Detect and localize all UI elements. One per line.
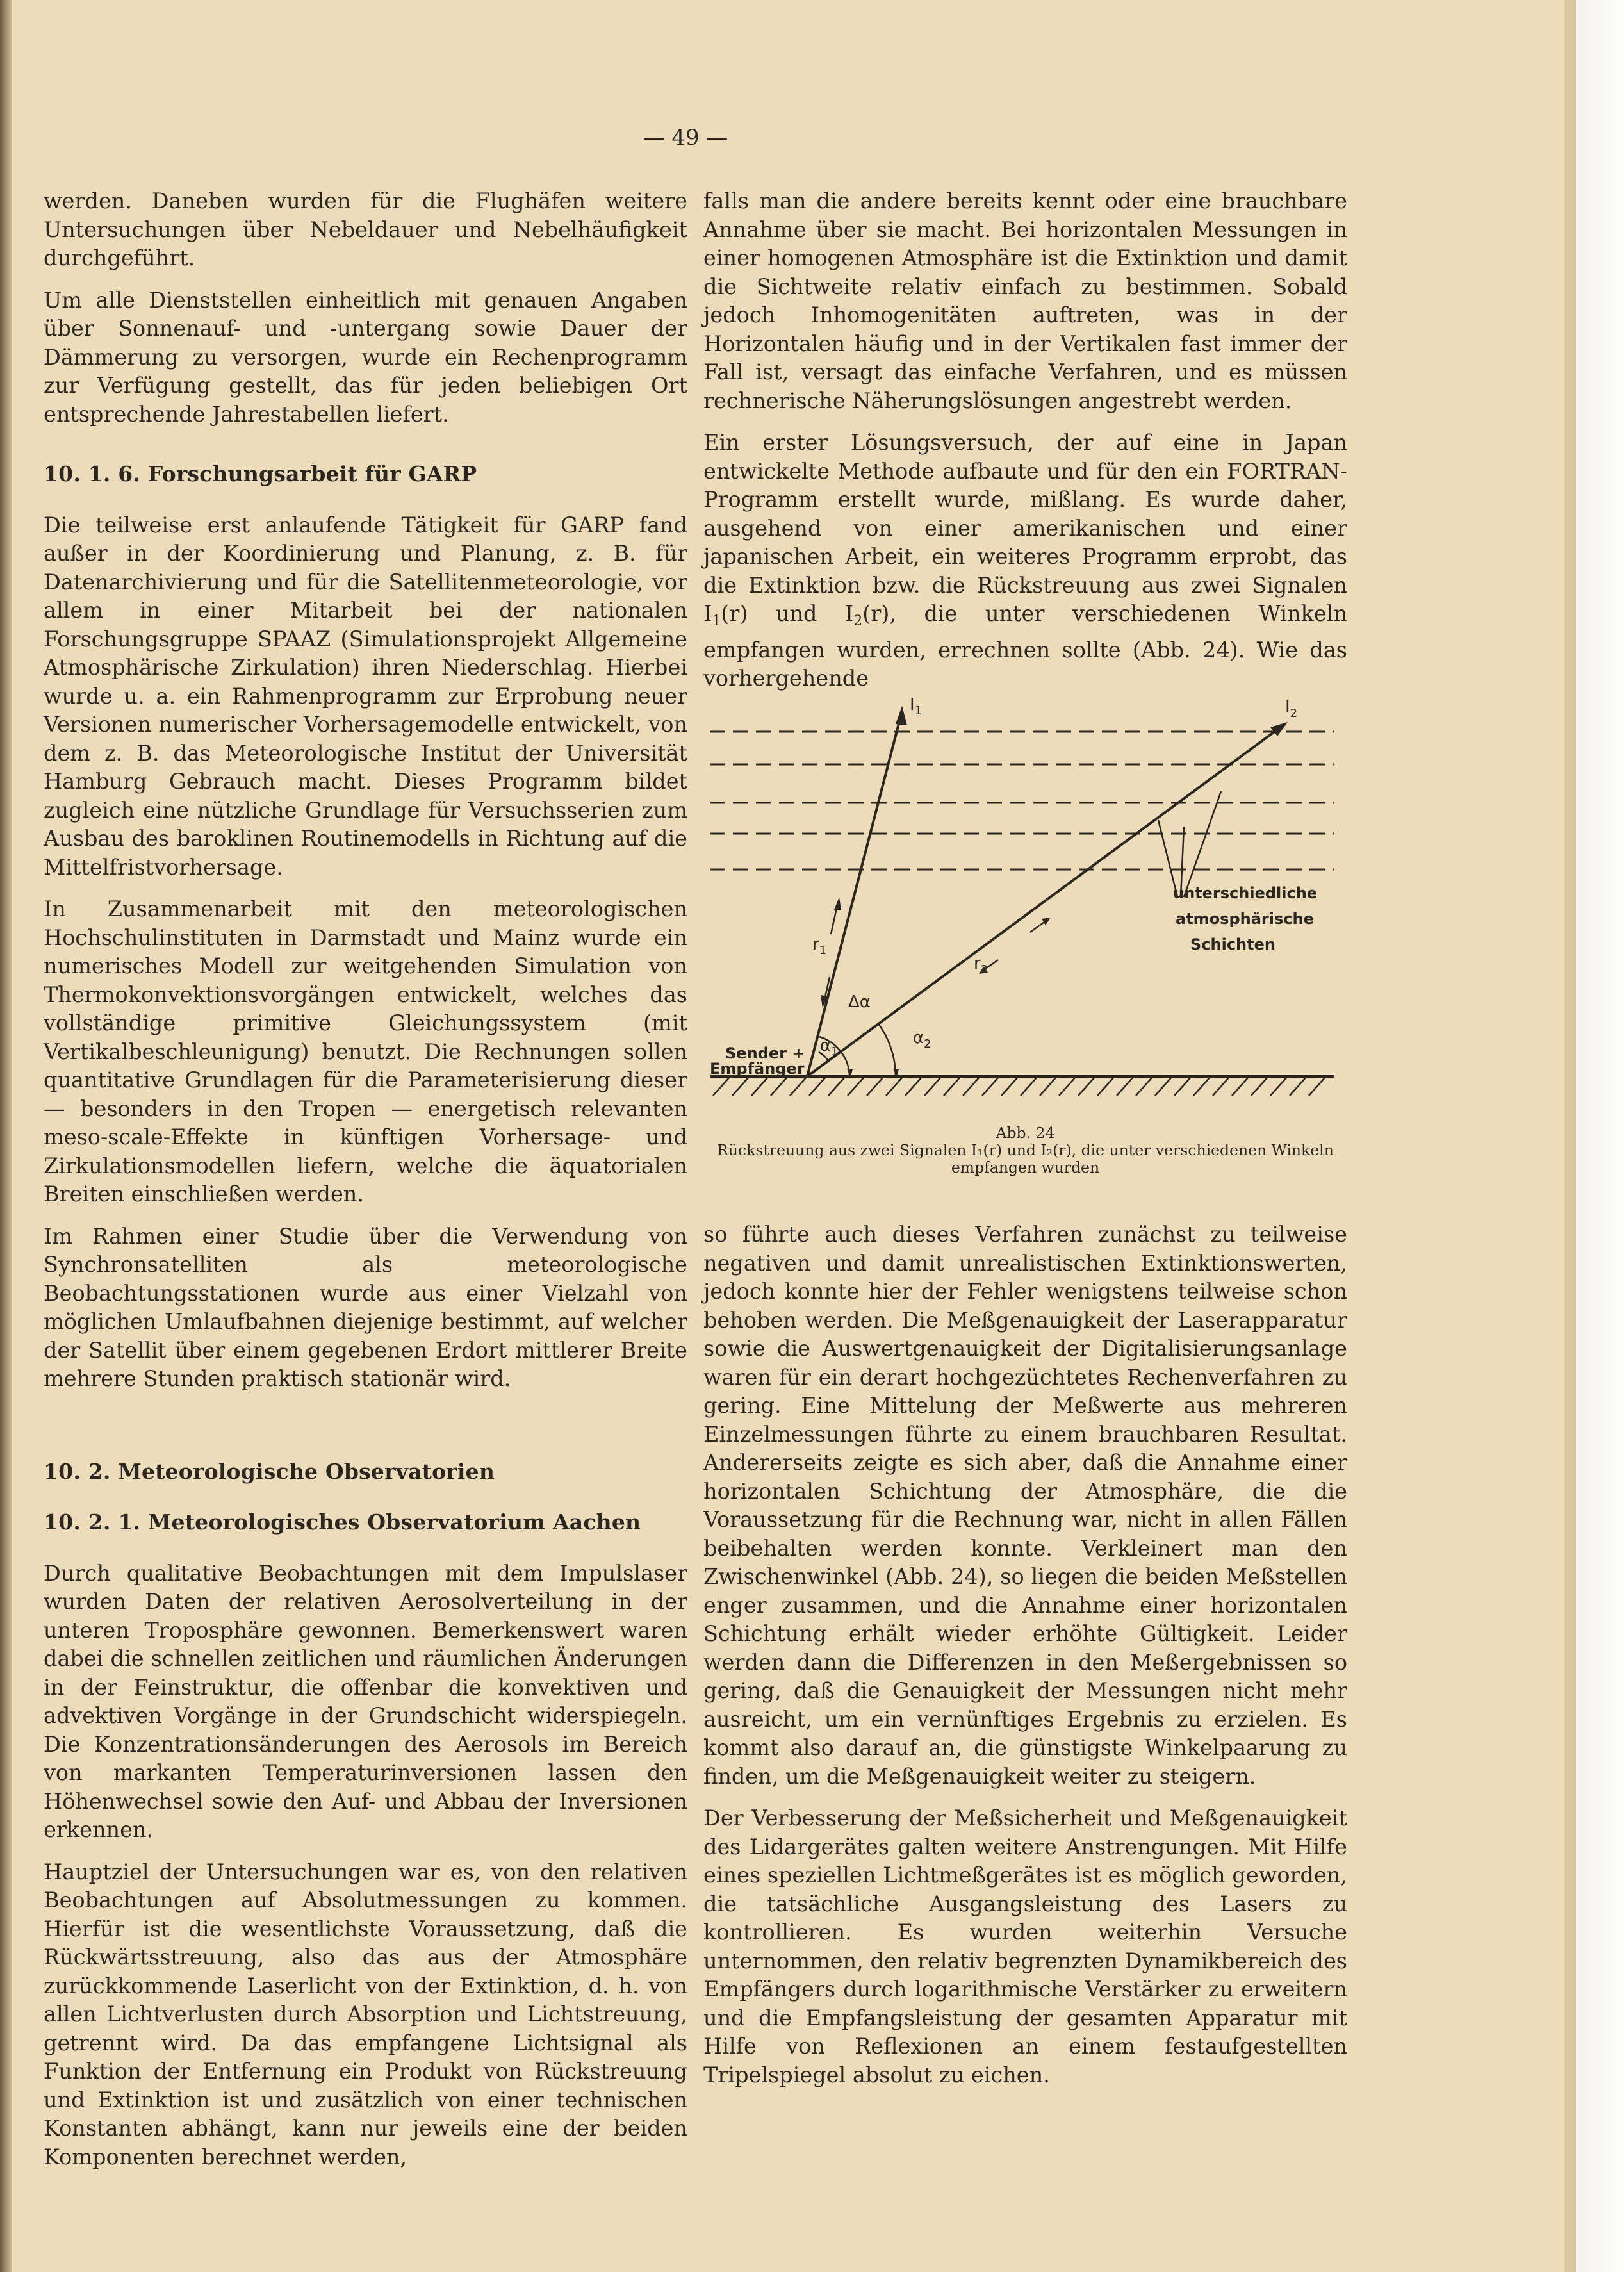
caption-title: Abb. 24	[996, 1124, 1055, 1142]
atmospheric-layer-lines	[710, 732, 1334, 869]
figure-abb-24	[703, 679, 1347, 1102]
caption-text: Rückstreuung aus zwei Signalen I₁(r) und I₂(r), die unter verschiedenen Winkeln empfangen wurden	[717, 1141, 1334, 1176]
label-alpha1: $\alpha_1$	[820, 1036, 839, 1058]
left-column	[44, 187, 687, 2185]
subscript: 2	[853, 613, 863, 629]
paragraph: In Zusammenarbeit mit den meteorologischen Hochschulinstituten in Darmstadt und Mainz wurde ein numerisches Modell zur weitgehenden Simulation von Thermokonvektionsvorgängen entwickelt, welches das vollständige primitive Gleichungssystem (mit Vertikalbeschleunigung) benutzt. Die Rechnungen sollen quantitative Grundlagen für die Parameterisierung dieser — besonders in den Tropen — energetisch relevanten meso-scale-Effekte in künftigen Vorhersage- und Zirkulationsmodellen liefern, welche die äquatorialen Breiten einschließen werden.	[44, 896, 687, 1206]
right-column-top	[703, 187, 1347, 707]
alpha2-arc	[879, 1025, 896, 1076]
beam-i1	[807, 711, 902, 1076]
label-layers-1: unterschiedliche	[1173, 884, 1318, 902]
label-layers-2: atmosphärische	[1176, 910, 1314, 928]
paragraph	[703, 429, 1347, 693]
background-edge	[1576, 0, 1624, 2272]
label-alpha2: $\alpha_2$	[913, 1028, 931, 1051]
lidar-geometry-diagram	[703, 679, 1347, 1102]
paragraph: werden. Daneben wurden für die Flughäfen weitere Untersuchungen über Nebeldauer und Nebelhäufigkeit durchgeführt.	[44, 188, 687, 270]
section-heading: 10. 1. 6. Forschungsarbeit für GARP	[44, 461, 477, 486]
label-r1: $r_1$	[812, 935, 827, 957]
paragraph: Um alle Dienststellen einheitlich mit genauen Angaben über Sonnenauf- und -untergang sowie Dauer der Dämmerung zu versorgen, wurde ein Rechenprogramm zur Verfügung gestellt, das für jeden beliebigen Ort entsprechende Jahrestabellen liefert.	[44, 287, 687, 427]
label-r2: $r_2$	[974, 954, 988, 976]
paragraph: Der Verbesserung der Meßsicherheit und Meßgenauigkeit des Lidargerätes galten weitere Anstrengungen. Mit Hilfe eines speziellen Lichtmeßgerätes ist es möglich geworden, die tatsächliche Ausgangsleistung des Lasers zu kontrollieren. Es wurden weiterhin Versuche unternommen, den relativ begrenzten Dynamikbereich des Empfängers durch logarithmische Verstärker zu erweitern und die Empfangsleistung der gesamten Apparatur mit Hilfe von Reflexionen an einem festaufgestellten Tripelspiegel absolut zu eichen.	[703, 1806, 1347, 2087]
paragraph: so führte auch dieses Verfahren zunächst zu teilweise negativen und damit unrealistischen Extinktionswerten, jedoch konnte hier der Fehler wenigstens teilweise schon behoben werden. Die Meßgenauigkeit der Laserapparatur sowie die Auswertgenauigkeit der Digitalisierungsanlage waren für ein derart hochgezüchtetes Rechenverfahren zu gering. Eine Mittelung der Meßwerte aus mehreren Einzelmessungen führte zu einem brauchbaren Resultat. Andererseits zeigte es sich aber, daß die Annahme einer horizontalen Schichtung der Atmosphäre, die die Voraussetzung für die Rechnung war, nicht in allen Fällen beibehalten werden konnte. Verkleinert man den Zwischenwinkel (Abb. 24), so liegen die beiden Meßstellen enger zusammen, und die Annahme einer horizontalen Schichtung erhält wieder erhöhte Gültigkeit. Leider werden dann die Differenzen in den Meßergebnissen so gering, daß die Genauigkeit der Messungen nicht mehr ausreicht, um ein vernünftiges Ergebnis zu erzielen. Es kommt also darauf an, die günstigste Winkelpaarung zu finden, um die Meßgenauigkeit weiter zu steigern.	[703, 1222, 1347, 1789]
label-i1: $I_1$	[910, 695, 923, 718]
page-number: — 49 —	[643, 125, 728, 151]
r2-arrow-up	[1030, 921, 1046, 932]
label-i2: $I_2$	[1285, 698, 1298, 720]
section-heading: 10. 2. Meteorologische Observatorien	[44, 1458, 495, 1484]
figure-caption	[703, 1124, 1347, 1176]
paragraph: falls man die andere bereits kennt oder eine brauchbare Annahme über sie macht. Bei horizontalen Messungen in einer homogenen Atmosphäre ist die Extinktion und damit die Sichtweite relativ einfach zu bestimmen. Sobald jedoch Inhomogenitäten auftreten, was in der Horizontalen häufig und in der Vertikalen fast immer der Fall ist, versagt das einfache Verfahren, und es müssen rechnerische Näherungslösungen angestrebt werden.	[703, 188, 1347, 413]
paragraph-text: Ein erster Lösungsversuch, der auf eine in Japan entwickelte Methode aufbaute und für den ein FORTRAN-Programm erstellt wurde, mißlang. Es wurde daher, ausgehend von einer amerikanischen und einer japanischen Arbeit, ein weiteres Programm erprobt, das die Extinktion bzw. die Rückstreuung aus zwei Signalen I	[703, 430, 1347, 626]
subsection-heading: 10. 2. 1. Meteorologisches Observatorium Aachen	[44, 1510, 641, 1535]
ground-hatching	[713, 1078, 1325, 1096]
paragraph: Hauptziel der Untersuchungen war es, von den relativen Beobachtungen auf Absolutmessungen zu kommen. Hierfür ist die wesentlichste Voraussetzung, daß die Rückwärtsstreuung, also das aus der Atmosphäre zurückkommende Laserlicht von der Extinktion, d. h. von allen Lichtverlusten durch Absorption und Lichtstreuung, getrennt wird. Da das empfangene Lichtsignal als Funktion der Entfernung ein Produkt von Rückstreuung und Extinktion ist und zusätzlich von einer technischen Konstanten abhängt, kann nur jeweils eine der beiden Komponenten berechnet werden,	[44, 1859, 687, 2169]
subscript: 1	[712, 613, 721, 629]
layer-pointer	[1184, 791, 1221, 897]
label-sender: Sender +	[725, 1044, 805, 1062]
label-empfaenger: Empfänger	[710, 1060, 805, 1078]
paragraph-text: (r), die unter verschiedenen Winkeln empfangen wurden, errechnen sollte (Abb. 24). Wie das vorhergehende	[703, 601, 1347, 691]
beam-i1-arrowhead	[896, 706, 907, 725]
label-layers-3: Schichten	[1190, 935, 1275, 953]
paragraph-text: (r) und I	[721, 601, 854, 626]
page-binding-shadow	[0, 0, 12, 2272]
right-column-bottom	[703, 1221, 1347, 2103]
paragraph: Im Rahmen einer Studie über die Verwendung von Synchronsatelliten als meteorologische Beobachtungsstationen wurde aus einer Vielzahl von möglichen Umlaufbahnen diejenige bestimmt, auf welcher der Satellit über einem gegebenen Erdort mittlerer Breite mehrere Stunden praktisch stationär wird.	[44, 1223, 687, 1391]
label-delta-alpha: Δα	[848, 992, 871, 1012]
paragraph: Durch qualitative Beobachtungen mit dem Impulslaser wurden Daten der relativen Aerosolverteilung in der unteren Troposphäre gewonnen. Bemerkenswert waren dabei die schnellen zeitlichen und räumlichen Änderungen in der Feinstruktur, die offenbar die konvektiven und advektiven Vorgänge in der Grundschicht widerspiegeln. Die Konzentrationsänderungen des Aerosols im Bereich von markanten Temperaturinversionen lassen den Höhenwechsel sowie den Auf- und Abbau der Inversionen erkennen.	[44, 1560, 687, 1842]
paragraph: Die teilweise erst anlaufende Tätigkeit für GARP fand außer in der Koordinierung und Planung, z. B. für Datenarchivierung und für die Satellitenmeteorologie, vor allem in einer Mitarbeit bei der nationalen Forschungsgruppe SPAAZ (Simulationsprojekt Allgemeine Atmosphärische Zirkulation) ihren Niederschlag. Hierbei wurde u. a. ein Rahmenprogramm zur Erprobung neuer Versionen numerischer Vorhersagemodelle entwickelt, von dem z. B. das Meteorologische Institut der Universität Hamburg Gebrauch macht. Dieses Programm bildet zugleich eine nützliche Grundlage für Versuchsserien zum Ausbau des baroklinen Routinemodells in Richtung auf die Mittelfristvorhersage.	[44, 512, 687, 880]
